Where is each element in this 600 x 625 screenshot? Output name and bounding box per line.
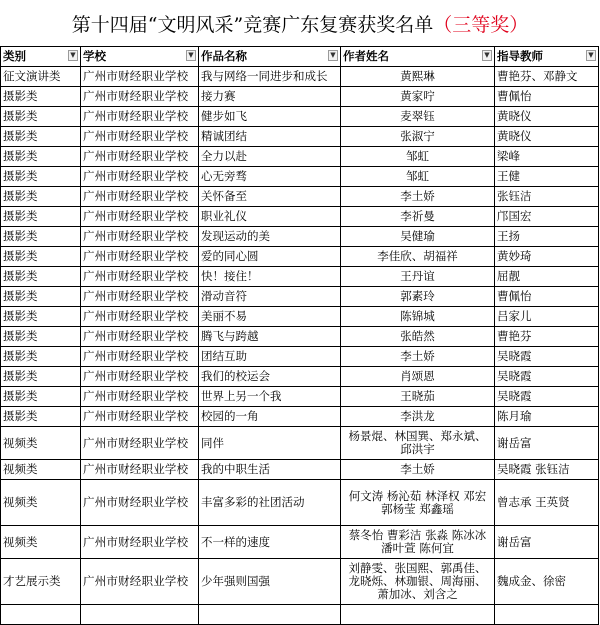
table-row [1,327,599,347]
cell-category[interactable]: 视频类 [1,526,81,559]
cell-school[interactable]: 广州市财经职业学校 [81,559,199,605]
cell-teachers[interactable]: 吴晓霞 张钰洁 [495,460,599,480]
cell-teachers[interactable] [495,605,599,625]
table-row [1,307,599,327]
cell-authors[interactable]: 张皓然 [341,327,495,347]
cell-school[interactable]: 广州市财经职业学校 [81,267,199,287]
cell-work[interactable]: 快！接住！ [199,267,341,287]
dropdown-arrow-icon[interactable]: ▼ [186,50,196,61]
award-table [0,46,599,625]
cell-authors[interactable]: 李祈曼 [341,207,495,227]
header-category [1,47,81,67]
cell-authors[interactable]: 邹虹 [341,167,495,187]
header-label: 指导教师 [497,49,543,63]
cell-authors[interactable]: 刘静雯、张国熙、郭禹佳、龙晓烁、林珈银、周海丽、萧加冰、刘含之 [341,559,495,605]
cell-school[interactable]: 广州市财经职业学校 [81,407,199,427]
cell-category[interactable]: 摄影类 [1,307,81,327]
cell-teachers[interactable]: 谢岳富 [495,427,599,460]
cell-school[interactable]: 广州市财经职业学校 [81,327,199,347]
cell-authors[interactable]: 张淑宁 [341,127,495,147]
cell-authors[interactable] [341,605,495,625]
cell-teachers[interactable]: 吴晓霞 [495,347,599,367]
header-label: 学校 [83,49,106,63]
cell-work[interactable]: 我们的校运会 [199,367,341,387]
cell-category[interactable]: 摄影类 [1,247,81,267]
header-label: 作者姓名 [343,49,389,63]
cell-teachers[interactable]: 曹佩怡 [495,287,599,307]
cell-teachers[interactable]: 王健 [495,167,599,187]
cell-authors[interactable]: 李土娇 [341,460,495,480]
header-teachers [495,47,599,67]
cell-work[interactable]: 我的中职生活 [199,460,341,480]
cell-school[interactable]: 广州市财经职业学校 [81,460,199,480]
cell-work[interactable]: 我与网络一同进步和成长 [199,67,341,87]
cell-work[interactable]: 世界上另一个我 [199,387,341,407]
cell-work[interactable]: 校园的一角 [199,407,341,427]
cell-school[interactable]: 广州市财经职业学校 [81,107,199,127]
cell-teachers[interactable]: 陈月瑜 [495,407,599,427]
cell-category[interactable]: 摄影类 [1,407,81,427]
cell-work[interactable]: 不一样的速度 [199,526,341,559]
sheet-title-award-level: （三等奖） [433,13,529,36]
cell-authors[interactable]: 邹虹 [341,147,495,167]
cell-category[interactable]: 摄影类 [1,267,81,287]
table-row [1,347,599,367]
cell-school[interactable]: 广州市财经职业学校 [81,287,199,307]
cell-school[interactable]: 广州市财经职业学校 [81,427,199,460]
cell-authors[interactable]: 陈锦城 [341,307,495,327]
table-body [1,67,599,625]
table-row [1,480,599,526]
cell-category[interactable]: 摄影类 [1,107,81,127]
table-row [1,367,599,387]
cell-category[interactable]: 摄影类 [1,387,81,407]
cell-school[interactable]: 广州市财经职业学校 [81,207,199,227]
cell-work[interactable]: 团结互助 [199,347,341,367]
table-row [1,247,599,267]
cell-authors[interactable]: 王晓茄 [341,387,495,407]
cell-authors[interactable]: 麦翠钰 [341,107,495,127]
header-authors [341,47,495,67]
cell-authors[interactable]: 黄熙琳 [341,67,495,87]
dropdown-arrow-icon[interactable]: ▼ [68,50,78,61]
table-row [1,87,599,107]
cell-school[interactable]: 广州市财经职业学校 [81,67,199,87]
cell-work[interactable]: 精诚团结 [199,127,341,147]
table-row [1,267,599,287]
cell-school[interactable]: 广州市财经职业学校 [81,526,199,559]
cell-school[interactable]: 广州市财经职业学校 [81,480,199,526]
table-row [1,559,599,605]
cell-authors[interactable]: 李佳欣、胡福祥 [341,247,495,267]
cell-category[interactable]: 摄影类 [1,187,81,207]
cell-teachers[interactable]: 吴晓霞 [495,367,599,387]
dropdown-arrow-icon[interactable]: ▼ [586,50,596,61]
cell-category[interactable]: 摄影类 [1,347,81,367]
cell-school[interactable]: 广州市财经职业学校 [81,387,199,407]
cell-authors[interactable]: 杨景焜、林国巽、郑永斌、邱洪宇 [341,427,495,460]
cell-work[interactable]: 发现运动的美 [199,227,341,247]
cell-school[interactable]: 广州市财经职业学校 [81,127,199,147]
cell-teachers[interactable]: 黄妙琦 [495,247,599,267]
table-row [1,127,599,147]
cell-teachers[interactable]: 曹艳芬、邓静文 [495,67,599,87]
cell-authors[interactable]: 王丹谊 [341,267,495,287]
cell-work[interactable]: 心无旁骛 [199,167,341,187]
cell-teachers[interactable]: 张钰洁 [495,187,599,207]
cell-work[interactable]: 接力赛 [199,87,341,107]
cell-category[interactable]: 摄影类 [1,147,81,167]
cell-work[interactable]: 健步如飞 [199,107,341,127]
cell-teachers[interactable]: 曾志承 王英贤 [495,480,599,526]
cell-category[interactable]: 摄影类 [1,127,81,147]
cell-work[interactable]: 丰富多彩的社团活动 [199,480,341,526]
header-label: 作品名称 [201,49,247,63]
cell-teachers[interactable]: 谢岳富 [495,526,599,559]
cell-category[interactable]: 摄影类 [1,367,81,387]
cell-category[interactable]: 视频类 [1,427,81,460]
cell-school[interactable]: 广州市财经职业学校 [81,167,199,187]
cell-category[interactable]: 摄影类 [1,207,81,227]
cell-school[interactable]: 广州市财经职业学校 [81,247,199,267]
table-row [1,605,599,625]
sheet-title [0,0,600,46]
cell-category[interactable]: 摄影类 [1,287,81,307]
cell-category[interactable]: 摄影类 [1,167,81,187]
cell-work[interactable]: 美丽不易 [199,307,341,327]
table-row [1,427,599,460]
cell-school[interactable]: 广州市财经职业学校 [81,147,199,167]
dropdown-arrow-icon[interactable]: ▼ [482,50,492,61]
cell-teachers[interactable]: 邝国宏 [495,207,599,227]
header-row [1,47,599,67]
cell-category[interactable]: 才艺展示类 [1,559,81,605]
cell-teachers[interactable]: 屈靓 [495,267,599,287]
cell-work[interactable] [199,605,341,625]
table-row [1,287,599,307]
cell-teachers[interactable]: 王扬 [495,227,599,247]
cell-work[interactable]: 少年强则国强 [199,559,341,605]
table-row [1,147,599,167]
sheet-title-main: 第十四届“文明风采”竞赛广东复赛获奖名单 [71,13,434,36]
cell-school[interactable]: 广州市财经职业学校 [81,87,199,107]
cell-teachers[interactable]: 曹佩怡 [495,87,599,107]
cell-category[interactable] [1,605,81,625]
cell-teachers[interactable]: 梁峰 [495,147,599,167]
cell-school[interactable]: 广州市财经职业学校 [81,187,199,207]
cell-teachers[interactable]: 黄晓仪 [495,127,599,147]
cell-authors[interactable]: 何文涛 杨沁茹 林泽权 邓宏 郭杨莹 郑鑫瑶 [341,480,495,526]
header-label: 类别 [3,49,26,63]
table-row [1,460,599,480]
cell-teachers[interactable]: 吕家儿 [495,307,599,327]
cell-school[interactable]: 广州市财经职业学校 [81,347,199,367]
cell-work[interactable]: 同伴 [199,427,341,460]
cell-authors[interactable]: 蔡冬怡 曹彩洁 张淼 陈冰冰 潘叶萱 陈何宜 [341,526,495,559]
cell-school[interactable]: 广州市财经职业学校 [81,307,199,327]
cell-school[interactable]: 广州市财经职业学校 [81,227,199,247]
cell-authors[interactable]: 吴健瑜 [341,227,495,247]
table-row [1,207,599,227]
cell-category[interactable]: 征文演讲类 [1,67,81,87]
table-row [1,187,599,207]
cell-category[interactable]: 摄影类 [1,227,81,247]
cell-authors[interactable]: 李土娇 [341,187,495,207]
cell-teachers[interactable]: 曹艳芬 [495,327,599,347]
cell-work[interactable]: 职业礼仪 [199,207,341,227]
cell-work[interactable]: 滑动音符 [199,287,341,307]
cell-work[interactable]: 爱的同心圆 [199,247,341,267]
table-row [1,227,599,247]
cell-authors[interactable]: 郭素玲 [341,287,495,307]
cell-school[interactable] [81,605,199,625]
table-row [1,167,599,187]
cell-authors[interactable]: 李土娇 [341,347,495,367]
table-row [1,387,599,407]
cell-teachers[interactable]: 魏成金、徐密 [495,559,599,605]
cell-work[interactable]: 腾飞与跨越 [199,327,341,347]
cell-category[interactable]: 摄影类 [1,87,81,107]
cell-authors[interactable]: 李洪龙 [341,407,495,427]
cell-teachers[interactable]: 黄晓仪 [495,107,599,127]
cell-teachers[interactable]: 吴晓霞 [495,387,599,407]
cell-school[interactable]: 广州市财经职业学校 [81,367,199,387]
table-row [1,107,599,127]
table-row [1,407,599,427]
header-work [199,47,341,67]
cell-category[interactable]: 视频类 [1,480,81,526]
cell-category[interactable]: 摄影类 [1,327,81,347]
header-school [81,47,199,67]
cell-authors[interactable]: 黄家咛 [341,87,495,107]
dropdown-arrow-icon[interactable]: ▼ [328,50,338,61]
table-row [1,526,599,559]
cell-authors[interactable]: 肖颂恩 [341,367,495,387]
cell-category[interactable]: 视频类 [1,460,81,480]
table-row [1,67,599,87]
cell-work[interactable]: 全力以赴 [199,147,341,167]
cell-work[interactable]: 关怀备至 [199,187,341,207]
